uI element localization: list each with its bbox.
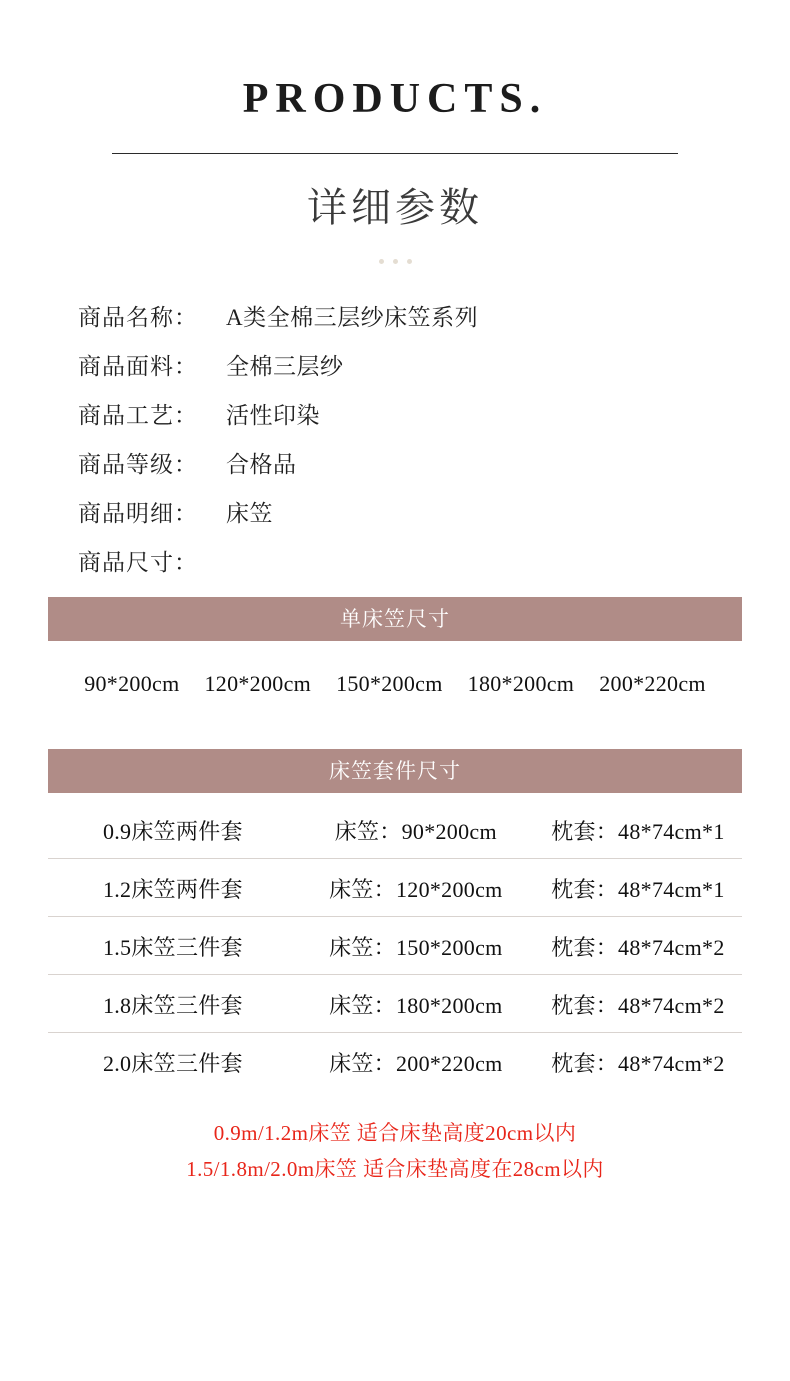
set-sheet-size: 床笠：200*220cm [329, 1051, 503, 1076]
spec-value: 全棉三层纱 [226, 354, 344, 379]
spec-value: 合格品 [226, 452, 297, 477]
spec-row [78, 397, 790, 430]
spec-value: 床笠 [226, 501, 273, 526]
set-size-table [48, 801, 742, 1090]
set-pillow-size: 枕套：48*74cm*2 [551, 1051, 725, 1076]
table-row [48, 975, 742, 1033]
note-line: 0.9m/1.2m床笠 适合床垫高度20cm以内 [213, 1121, 577, 1145]
spec-label: 商品工艺： [78, 403, 198, 428]
single-size-item: 120*200cm [204, 671, 312, 696]
single-size-item: 180*200cm [467, 671, 575, 696]
set-pillow-size: 枕套：48*74cm*2 [534, 917, 742, 975]
spec-value: A类全棉三层纱床笠系列 [226, 305, 479, 330]
dot-icon [393, 259, 398, 264]
note-line: 1.5/1.8m/2.0m床笠 适合床垫高度在28cm以内 [186, 1156, 604, 1181]
single-size-list [0, 671, 790, 697]
spec-list [0, 299, 790, 577]
product-spec-page [0, 78, 790, 1381]
single-size-item: 200*220cm [599, 671, 706, 696]
set-sheet-size: 床笠：150*200cm [298, 917, 534, 975]
set-pillow-size: 枕套：48*74cm*1 [534, 859, 742, 917]
set-sheet-size: 床笠：90*200cm [298, 801, 534, 859]
page-title-cn: 详细参数 [307, 185, 483, 231]
spec-label: 商品等级： [78, 452, 198, 477]
spec-row [78, 446, 790, 479]
table-row [48, 859, 742, 917]
spec-label: 商品尺寸： [78, 550, 198, 575]
set-name: 0.9床笠两件套 [48, 801, 298, 859]
spec-row [78, 544, 790, 577]
spec-row [78, 348, 790, 381]
spec-label: 商品明细： [78, 501, 198, 526]
single-size-item: 150*200cm [336, 671, 443, 696]
dot-ornament [365, 259, 425, 264]
note-block [0, 1116, 790, 1187]
table-row [48, 1033, 742, 1091]
spec-value: 活性印染 [226, 403, 320, 428]
spec-row [78, 299, 790, 332]
set-name: 2.0床笠三件套 [102, 1051, 243, 1076]
set-pillow-size: 枕套：48*74cm*1 [534, 801, 742, 859]
single-size-section-bar: 单床笠尺寸 [48, 597, 742, 641]
set-size-section-bar: 床笠套件尺寸 [48, 749, 742, 793]
dot-icon [407, 259, 412, 264]
table-row [48, 917, 742, 975]
set-name: 1.8床笠三件套 [48, 975, 298, 1033]
dot-icon [379, 259, 384, 264]
set-name: 1.2床笠两件套 [48, 859, 298, 917]
spec-label: 商品面料： [78, 354, 198, 379]
page-title-en: PRODUCTS. [242, 76, 548, 122]
set-pillow-size: 枕套：48*74cm*2 [534, 975, 742, 1033]
single-size-item: 90*200cm [84, 671, 180, 696]
spec-label: 商品名称： [78, 305, 198, 330]
set-name: 1.5床笠三件套 [48, 917, 298, 975]
table-row [48, 801, 742, 859]
title-divider [112, 153, 678, 154]
set-sheet-size: 床笠：120*200cm [298, 859, 534, 917]
set-sheet-size: 床笠：180*200cm [298, 975, 534, 1033]
spec-row [78, 495, 790, 528]
